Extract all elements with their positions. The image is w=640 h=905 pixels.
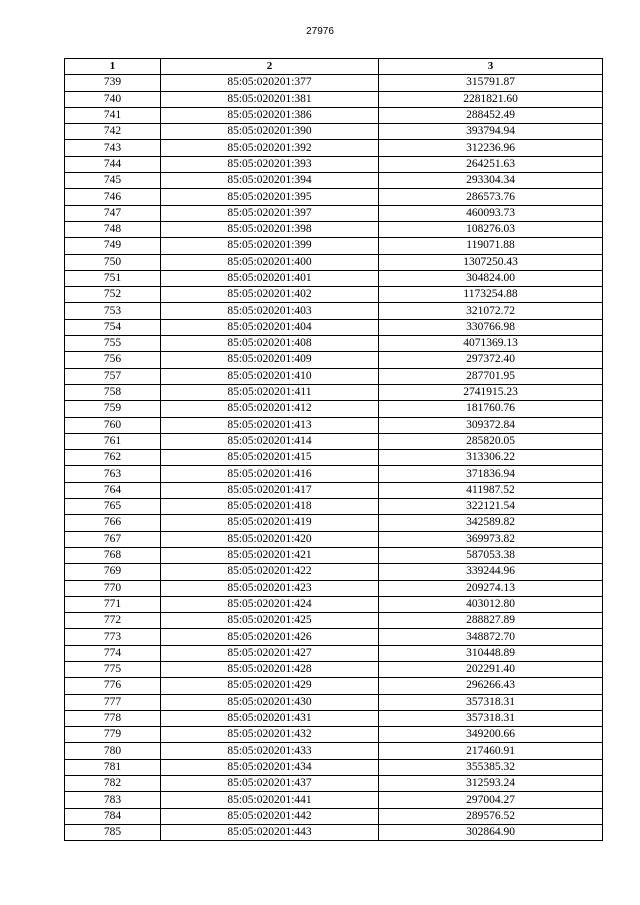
table-row	[65, 384, 603, 400]
row-number-cell: 752	[65, 287, 161, 303]
row-number-cell: 751	[65, 270, 161, 286]
row-number-cell: 757	[65, 368, 161, 384]
value-cell: 1307250.43	[379, 254, 603, 270]
cadastral-number-cell: 85:05:020201:377	[161, 75, 379, 91]
cadastral-number-cell: 85:05:020201:394	[161, 173, 379, 189]
value-cell: 322121.54	[379, 499, 603, 515]
table-row	[65, 238, 603, 254]
cadastral-number-cell: 85:05:020201:423	[161, 580, 379, 596]
row-number-cell: 776	[65, 678, 161, 694]
cadastral-number-cell: 85:05:020201:381	[161, 91, 379, 107]
row-number-cell: 755	[65, 336, 161, 352]
table-row	[65, 580, 603, 596]
table-row	[65, 156, 603, 172]
value-cell: 289576.52	[379, 808, 603, 824]
table-row	[65, 450, 603, 466]
value-cell: 349200.66	[379, 727, 603, 743]
table-row	[65, 694, 603, 710]
table-row	[65, 319, 603, 335]
value-cell: 321072.72	[379, 303, 603, 319]
table-row	[65, 270, 603, 286]
table-header-row	[65, 59, 603, 75]
row-number-cell: 784	[65, 808, 161, 824]
row-number-cell: 781	[65, 759, 161, 775]
value-cell: 312236.96	[379, 140, 603, 156]
value-cell: 312593.24	[379, 776, 603, 792]
row-number-cell: 749	[65, 238, 161, 254]
row-number-cell: 756	[65, 352, 161, 368]
table-row	[65, 629, 603, 645]
value-cell: 2281821.60	[379, 91, 603, 107]
value-cell: 293304.34	[379, 173, 603, 189]
cadastral-number-cell: 85:05:020201:395	[161, 189, 379, 205]
table-row	[65, 287, 603, 303]
row-number-cell: 771	[65, 596, 161, 612]
cadastral-number-cell: 85:05:020201:412	[161, 401, 379, 417]
value-cell: 411987.52	[379, 482, 603, 498]
row-number-cell: 744	[65, 156, 161, 172]
row-number-cell: 783	[65, 792, 161, 808]
value-cell: 264251.63	[379, 156, 603, 172]
cadastral-number-cell: 85:05:020201:404	[161, 319, 379, 335]
value-cell: 1173254.88	[379, 287, 603, 303]
value-cell: 355385.32	[379, 759, 603, 775]
cadastral-number-cell: 85:05:020201:411	[161, 384, 379, 400]
value-cell: 403012.80	[379, 596, 603, 612]
table-row	[65, 482, 603, 498]
column-header-2: 2	[161, 59, 379, 75]
value-cell: 315791.87	[379, 75, 603, 91]
value-cell: 296266.43	[379, 678, 603, 694]
cadastral-number-cell: 85:05:020201:432	[161, 727, 379, 743]
value-cell: 302864.90	[379, 824, 603, 840]
cadastral-number-cell: 85:05:020201:424	[161, 596, 379, 612]
table-row	[65, 808, 603, 824]
row-number-cell: 772	[65, 613, 161, 629]
value-cell: 288827.89	[379, 613, 603, 629]
table-row	[65, 189, 603, 205]
row-number-cell: 773	[65, 629, 161, 645]
value-cell: 285820.05	[379, 433, 603, 449]
value-cell: 202291.40	[379, 661, 603, 677]
cadastral-number-cell: 85:05:020201:400	[161, 254, 379, 270]
table-row	[65, 661, 603, 677]
row-number-cell: 769	[65, 564, 161, 580]
cadastral-number-cell: 85:05:020201:408	[161, 336, 379, 352]
cadastral-number-cell: 85:05:020201:421	[161, 547, 379, 563]
cadastral-number-cell: 85:05:020201:443	[161, 824, 379, 840]
row-number-cell: 739	[65, 75, 161, 91]
cadastral-number-cell: 85:05:020201:437	[161, 776, 379, 792]
row-number-cell: 766	[65, 515, 161, 531]
value-cell: 209274.13	[379, 580, 603, 596]
cadastral-number-cell: 85:05:020201:418	[161, 499, 379, 515]
row-number-cell: 762	[65, 450, 161, 466]
column-header-3: 3	[379, 59, 603, 75]
table-row	[65, 596, 603, 612]
cadastral-number-cell: 85:05:020201:413	[161, 417, 379, 433]
table-row	[65, 499, 603, 515]
row-number-cell: 747	[65, 205, 161, 221]
cadastral-number-cell: 85:05:020201:417	[161, 482, 379, 498]
cadastral-number-cell: 85:05:020201:434	[161, 759, 379, 775]
row-number-cell: 745	[65, 173, 161, 189]
value-cell: 304824.00	[379, 270, 603, 286]
table-row	[65, 221, 603, 237]
table-row	[65, 531, 603, 547]
table-row	[65, 759, 603, 775]
row-number-cell: 761	[65, 433, 161, 449]
data-table	[64, 58, 603, 841]
table-row	[65, 564, 603, 580]
row-number-cell: 760	[65, 417, 161, 433]
table-row	[65, 710, 603, 726]
value-cell: 217460.91	[379, 743, 603, 759]
row-number-cell: 741	[65, 107, 161, 123]
cadastral-number-cell: 85:05:020201:390	[161, 124, 379, 140]
table-row	[65, 727, 603, 743]
row-number-cell: 782	[65, 776, 161, 792]
table-row	[65, 547, 603, 563]
cadastral-number-cell: 85:05:020201:419	[161, 515, 379, 531]
value-cell: 297004.27	[379, 792, 603, 808]
row-number-cell: 777	[65, 694, 161, 710]
row-number-cell: 767	[65, 531, 161, 547]
table-row	[65, 792, 603, 808]
table-row	[65, 824, 603, 840]
column-header-1: 1	[65, 59, 161, 75]
row-number-cell: 742	[65, 124, 161, 140]
value-cell: 310448.89	[379, 645, 603, 661]
cadastral-number-cell: 85:05:020201:422	[161, 564, 379, 580]
row-number-cell: 780	[65, 743, 161, 759]
value-cell: 371836.94	[379, 466, 603, 482]
value-cell: 348872.70	[379, 629, 603, 645]
value-cell: 330766.98	[379, 319, 603, 335]
cadastral-number-cell: 85:05:020201:398	[161, 221, 379, 237]
value-cell: 342589.82	[379, 515, 603, 531]
cadastral-number-cell: 85:05:020201:399	[161, 238, 379, 254]
row-number-cell: 774	[65, 645, 161, 661]
value-cell: 288452.49	[379, 107, 603, 123]
cadastral-number-cell: 85:05:020201:415	[161, 450, 379, 466]
table-row	[65, 678, 603, 694]
cadastral-number-cell: 85:05:020201:431	[161, 710, 379, 726]
value-cell: 369973.82	[379, 531, 603, 547]
cadastral-number-cell: 85:05:020201:393	[161, 156, 379, 172]
table-row	[65, 140, 603, 156]
value-cell: 587053.38	[379, 547, 603, 563]
row-number-cell: 775	[65, 661, 161, 677]
row-number-cell: 753	[65, 303, 161, 319]
cadastral-number-cell: 85:05:020201:414	[161, 433, 379, 449]
value-cell: 460093.73	[379, 205, 603, 221]
row-number-cell: 770	[65, 580, 161, 596]
row-number-cell: 779	[65, 727, 161, 743]
cadastral-number-cell: 85:05:020201:430	[161, 694, 379, 710]
cadastral-number-cell: 85:05:020201:386	[161, 107, 379, 123]
cadastral-number-cell: 85:05:020201:428	[161, 661, 379, 677]
value-cell: 286573.76	[379, 189, 603, 205]
table-row	[65, 613, 603, 629]
cadastral-number-cell: 85:05:020201:401	[161, 270, 379, 286]
value-cell: 393794.94	[379, 124, 603, 140]
value-cell: 181760.76	[379, 401, 603, 417]
cadastral-number-cell: 85:05:020201:397	[161, 205, 379, 221]
value-cell: 339244.96	[379, 564, 603, 580]
cadastral-number-cell: 85:05:020201:425	[161, 613, 379, 629]
value-cell: 313306.22	[379, 450, 603, 466]
table-row	[65, 466, 603, 482]
cadastral-number-cell: 85:05:020201:420	[161, 531, 379, 547]
cadastral-number-cell: 85:05:020201:410	[161, 368, 379, 384]
table-row	[65, 515, 603, 531]
value-cell: 119071.88	[379, 238, 603, 254]
row-number-cell: 768	[65, 547, 161, 563]
table-row	[65, 776, 603, 792]
cadastral-number-cell: 85:05:020201:441	[161, 792, 379, 808]
value-cell: 357318.31	[379, 710, 603, 726]
cadastral-number-cell: 85:05:020201:433	[161, 743, 379, 759]
cadastral-number-cell: 85:05:020201:416	[161, 466, 379, 482]
table-row	[65, 254, 603, 270]
table-row	[65, 417, 603, 433]
row-number-cell: 746	[65, 189, 161, 205]
row-number-cell: 778	[65, 710, 161, 726]
cadastral-number-cell: 85:05:020201:402	[161, 287, 379, 303]
row-number-cell: 748	[65, 221, 161, 237]
value-cell: 309372.84	[379, 417, 603, 433]
table-row	[65, 107, 603, 123]
value-cell: 297372.40	[379, 352, 603, 368]
page-number: 27976	[306, 26, 334, 37]
table-row	[65, 743, 603, 759]
row-number-cell: 765	[65, 499, 161, 515]
table-row	[65, 124, 603, 140]
table-row	[65, 336, 603, 352]
row-number-cell: 785	[65, 824, 161, 840]
table-row	[65, 352, 603, 368]
table-row	[65, 173, 603, 189]
row-number-cell: 754	[65, 319, 161, 335]
table-row	[65, 303, 603, 319]
row-number-cell: 743	[65, 140, 161, 156]
value-cell: 108276.03	[379, 221, 603, 237]
table-row	[65, 368, 603, 384]
table-row	[65, 91, 603, 107]
cadastral-number-cell: 85:05:020201:392	[161, 140, 379, 156]
table-body	[65, 75, 603, 841]
value-cell: 2741915.23	[379, 384, 603, 400]
value-cell: 357318.31	[379, 694, 603, 710]
value-cell: 4071369.13	[379, 336, 603, 352]
table-row	[65, 75, 603, 91]
cadastral-number-cell: 85:05:020201:427	[161, 645, 379, 661]
row-number-cell: 740	[65, 91, 161, 107]
row-number-cell: 764	[65, 482, 161, 498]
table-row	[65, 205, 603, 221]
row-number-cell: 763	[65, 466, 161, 482]
table-row	[65, 645, 603, 661]
cadastral-number-cell: 85:05:020201:403	[161, 303, 379, 319]
row-number-cell: 759	[65, 401, 161, 417]
cadastral-number-cell: 85:05:020201:426	[161, 629, 379, 645]
table-row	[65, 433, 603, 449]
table-row	[65, 401, 603, 417]
cadastral-number-cell: 85:05:020201:442	[161, 808, 379, 824]
row-number-cell: 750	[65, 254, 161, 270]
cadastral-number-cell: 85:05:020201:409	[161, 352, 379, 368]
row-number-cell: 758	[65, 384, 161, 400]
cadastral-number-cell: 85:05:020201:429	[161, 678, 379, 694]
value-cell: 287701.95	[379, 368, 603, 384]
